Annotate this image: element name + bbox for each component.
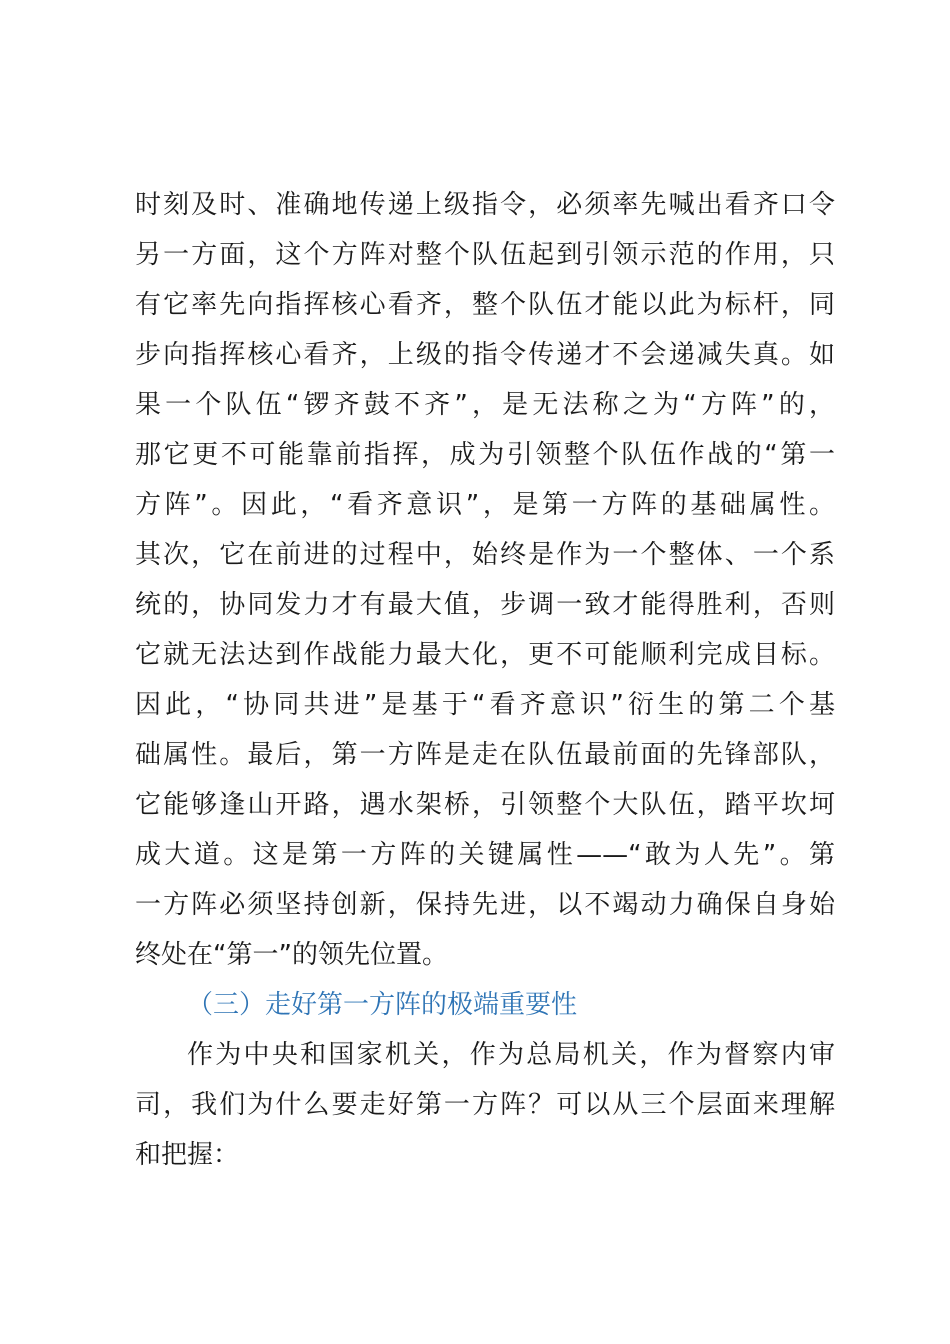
body-line: 有它率先向指挥核心看齐，整个队伍才能以此为标杆，同: [135, 290, 835, 320]
body-line: 它就无法达到作战能力最大化，更不可能顺利完成目标。: [135, 640, 835, 670]
body-line: 司，我们为什么要走好第一方阵？可以从三个层面来理解: [135, 1090, 835, 1120]
body-line: 时刻及时、准确地传递上级指令，必须率先喊出看齐口令: [135, 190, 835, 220]
body-line: 方阵”。因此，“看齐意识”，是第一方阵的基础属性。: [135, 490, 835, 520]
body-line: 础属性。最后，第一方阵是走在队伍最前面的先锋部队，: [135, 740, 835, 770]
body-line: 其次，它在前进的过程中，始终是作为一个整体、一个系: [135, 540, 835, 570]
body-line: 另一方面，这个方阵对整个队伍起到引领示范的作用，只: [135, 240, 835, 270]
body-line: 作为中央和国家机关，作为总局机关，作为督察内审: [187, 1040, 835, 1070]
body-line: 因此，“协同共进”是基于“看齐意识”衍生的第二个基: [135, 690, 835, 720]
body-line: 它能够逢山开路，遇水架桥，引领整个大队伍，踏平坎坷: [135, 790, 835, 820]
body-line: 果一个队伍“锣齐鼓不齐”，是无法称之为“方阵”的，: [135, 390, 835, 420]
body-line: 一方阵必须坚持创新，保持先进，以不竭动力确保自身始: [135, 890, 835, 920]
section-heading: （三）走好第一方阵的极端重要性: [187, 990, 578, 1020]
body-line: 步向指挥核心看齐，上级的指令传递才不会递减失真。如: [135, 340, 835, 370]
body-line: 统的，协同发力才有最大值，步调一致才能得胜利，否则: [135, 590, 835, 620]
body-line: 成大道。这是第一方阵的关键属性——“敢为人先”。第: [135, 840, 835, 870]
body-line: 终处在“第一”的领先位置。: [135, 940, 448, 970]
document-body: [135, 180, 835, 1180]
body-line: 和把握：: [135, 1140, 240, 1170]
body-line: 那它更不可能靠前指挥，成为引领整个队伍作战的“第一: [135, 440, 835, 470]
